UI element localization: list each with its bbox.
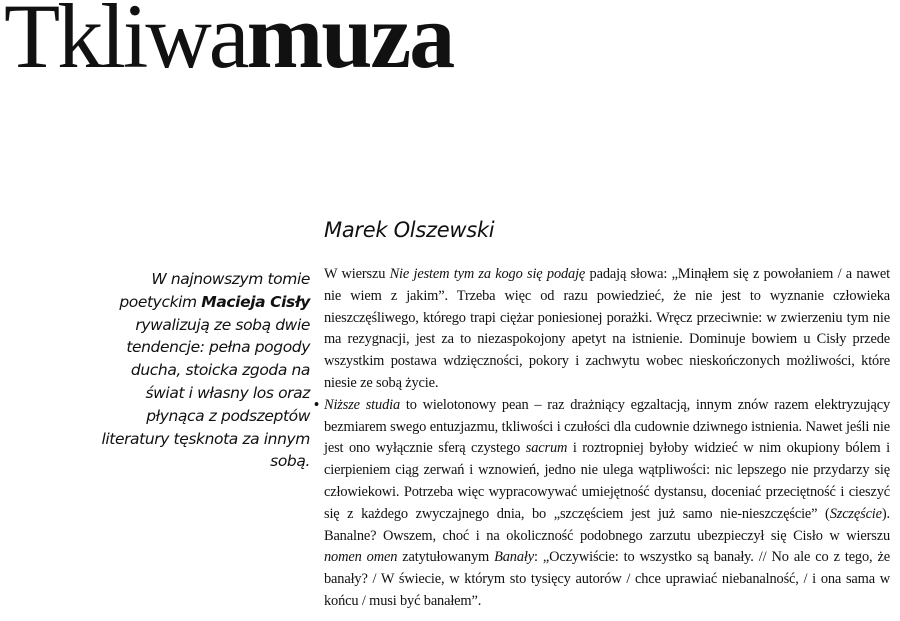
bullet-icon: •	[314, 396, 319, 413]
p1-text-1: W wierszu	[324, 266, 390, 282]
p2-poem-title-1: Szczęście	[829, 505, 882, 522]
title-bold: muza	[246, 0, 454, 87]
p1-text-2: padają słowa: „Minąłem się z powołaniem / a nawet nie wiem z jakim”. Trzeba więc od razu powiedzieć, że nie jest to wyznanie człowieka nieszczęśliwego, którego trapi ciężar poniesionej porażki. Wręcz przeciwnie: w zwierzeniu tym nie ma rezygnacji, jest za to niezaspokojony apetyt na istnienie. Dominuje bowiem u Cisły przede wszystkim postawa wdzięczności, pokory i zachwytu wobec nieskończonych możliwości, które niesie ze sobą życie.	[324, 266, 890, 391]
p2-book-title: Niższe studia	[324, 396, 401, 413]
p1-poem-title: Nie jestem tym za kogo się podaję	[389, 266, 586, 282]
p2-poem-title-2: Banały	[494, 549, 534, 566]
p2-text-4: zatytułowanym	[397, 549, 495, 566]
p2-text-2: i roztropniej byłoby widzieć w nim okupiony bólem i cierpieniem ciąg zerwań i wznowień, jedno nie ulega wątpliwości: nic lepszego nie przydarzy się człowiekowi. Potrzeba więc wypracowywać umiejętność dystansu, doceniać przeciętność i cieszyć się z każdego zwyczajnego dnia, bo „szczęściem jest już samo nie-nieszczęście” (	[324, 440, 891, 522]
paragraph-1	[324, 264, 890, 395]
lead-author-name: Macieja Cisły	[201, 292, 310, 311]
article-body	[314, 264, 891, 613]
author-name: Marek Olszewski	[324, 218, 495, 242]
p2-italic-sacrum: sacrum	[525, 440, 568, 457]
article-title	[4, 0, 453, 87]
p2-text-5: : „Oczywiście: to wszystko są banały. // No ale co z tego, że banały? / W świecie, w którym sto tysięcy autorów / chce uprawiać niebanalność, / i ona sama w końcu / musi być banałem”.	[324, 549, 890, 609]
lead-text	[100, 268, 310, 473]
lead-part-2: rywalizują ze sobą dwie tendencje: pełna pogody ducha, stoicka zgoda na świat i własny los oraz płynąca z podszeptów literatury tęsknota za innym sobą.	[101, 315, 310, 471]
title-light: Tkliwa	[4, 0, 247, 87]
p2-text-3: ). Banalne? Owszem, choć i na okoliczność podobnego zarzutu ubezpieczył się Cisło w wierszu	[324, 505, 890, 544]
paragraph-2	[314, 395, 891, 613]
lead-part-1: W najnowszym tomie poetyckim	[119, 270, 310, 311]
p2-italic-phrase: nomen omen	[324, 549, 398, 566]
p2-text-1: to wielotonowy pean – raz drażniący egzaltacją, innym znów razem elektryzujący bezmiarem swego entuzjazmu, tkliwości i czułości dla cudownie dziwnego istnienia. Nawet jeśli nie jest ono wyłącznie sferą czystego	[324, 396, 890, 457]
